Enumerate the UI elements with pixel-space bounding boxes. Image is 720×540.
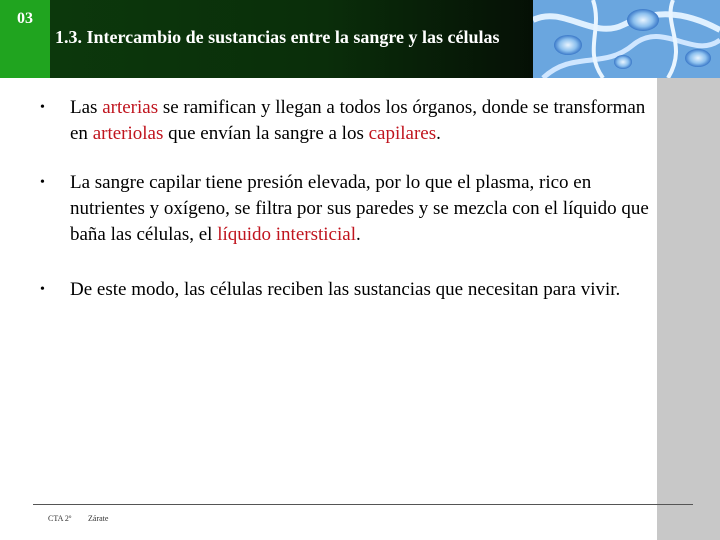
bullet-item (40, 95, 660, 147)
footer-author: Zárate (88, 514, 109, 523)
highlight-term: arteriolas (92, 123, 164, 144)
slide-header (0, 0, 720, 78)
bullet-text: Las arterias se ramifican y llegan a todos los órganos, donde se transforman en arteriolas que envían la sangre a los capilares. (70, 97, 646, 144)
slide-title: 1.3. Intercambio de sustancias entre la sangre y las células (55, 27, 500, 47)
bullet-marker: • (40, 175, 45, 190)
section-number-badge: 03 (0, 0, 50, 78)
bullet-text: De este modo, las células reciben las sustancias que necesitan para vivir. (70, 279, 621, 300)
cells-illustration (533, 0, 720, 78)
bullet-item (40, 170, 660, 248)
highlight-term: arterias (102, 97, 159, 118)
footer-course: CTA 2º (48, 514, 72, 523)
highlight-term: capilares (368, 123, 437, 144)
footer-divider (33, 504, 693, 505)
bullet-list (40, 95, 660, 303)
highlight-term: líquido intersticial (217, 224, 356, 245)
bullet-text: La sangre capilar tiene presión elevada, por lo que el plasma, rico en nutrientes y oxígeno, se filtra por sus paredes y se mezcla con el líquido que baña las células, el líquido intersticial. (70, 172, 649, 245)
bullet-marker: • (40, 100, 45, 115)
bullet-item (40, 277, 660, 303)
bullet-marker: • (40, 282, 45, 297)
right-side-strip (657, 78, 720, 540)
